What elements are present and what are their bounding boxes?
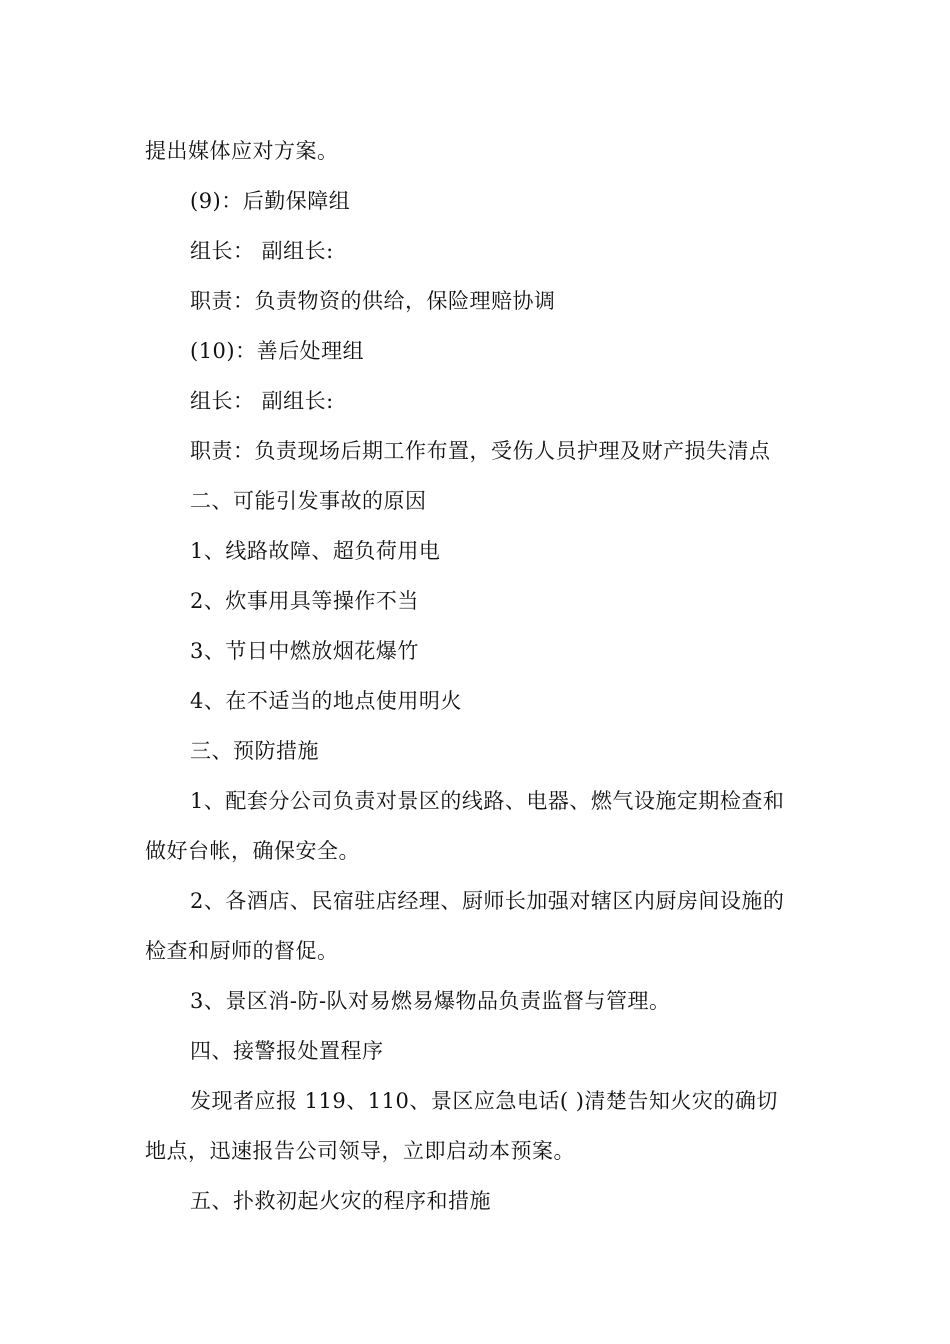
list-item: 4、在不适当的地点使用明火: [190, 689, 462, 713]
section-heading-causes: 二、可能引发事故的原因: [190, 489, 427, 513]
leader-line: 组长： 副组长:: [190, 239, 334, 263]
paragraph: 发现者应报 119、110、景区应急电话( )清楚告知火灾的确切: [190, 1089, 778, 1113]
leader-line: 组长： 副组长:: [190, 389, 334, 413]
duty-line: 职责：负责物资的供给，保险理赔协调: [190, 289, 556, 313]
duty-line: 职责：负责现场后期工作布置，受伤人员护理及财产损失清点: [190, 439, 771, 463]
paragraph-continuation: 做好台帐，确保安全。: [145, 839, 360, 863]
paragraph-continuation: 地点，迅速报告公司领导，立即启动本预案。: [145, 1139, 575, 1163]
section-heading-firefighting: 五、扑救初起火灾的程序和措施: [190, 1189, 491, 1213]
paragraph-continuation: 检查和厨师的督促。: [145, 939, 339, 963]
list-item: 2、炊事用具等操作不当: [190, 589, 419, 613]
list-item: 1、线路故障、超负荷用电: [190, 539, 441, 563]
section-heading-logistics: (9)：后勤保障组: [190, 189, 351, 213]
list-item: 3、景区消-防-队对易燃易爆物品负责监督与管理。: [190, 989, 671, 1013]
list-item: 2、各酒店、民宿驻店经理、厨师长加强对辖区内厨房间设施的: [190, 889, 785, 913]
section-heading-aftermath: (10)：善后处理组: [190, 339, 365, 363]
section-heading-alarm: 四、接警报处置程序: [190, 1039, 384, 1063]
paragraph-continuation: 提出媒体应对方案。: [145, 139, 339, 163]
section-heading-prevention: 三、预防措施: [190, 739, 319, 763]
list-item: 1、配套分公司负责对景区的线路、电器、燃气设施定期检查和: [190, 789, 785, 813]
list-item: 3、节日中燃放烟花爆竹: [190, 639, 419, 663]
